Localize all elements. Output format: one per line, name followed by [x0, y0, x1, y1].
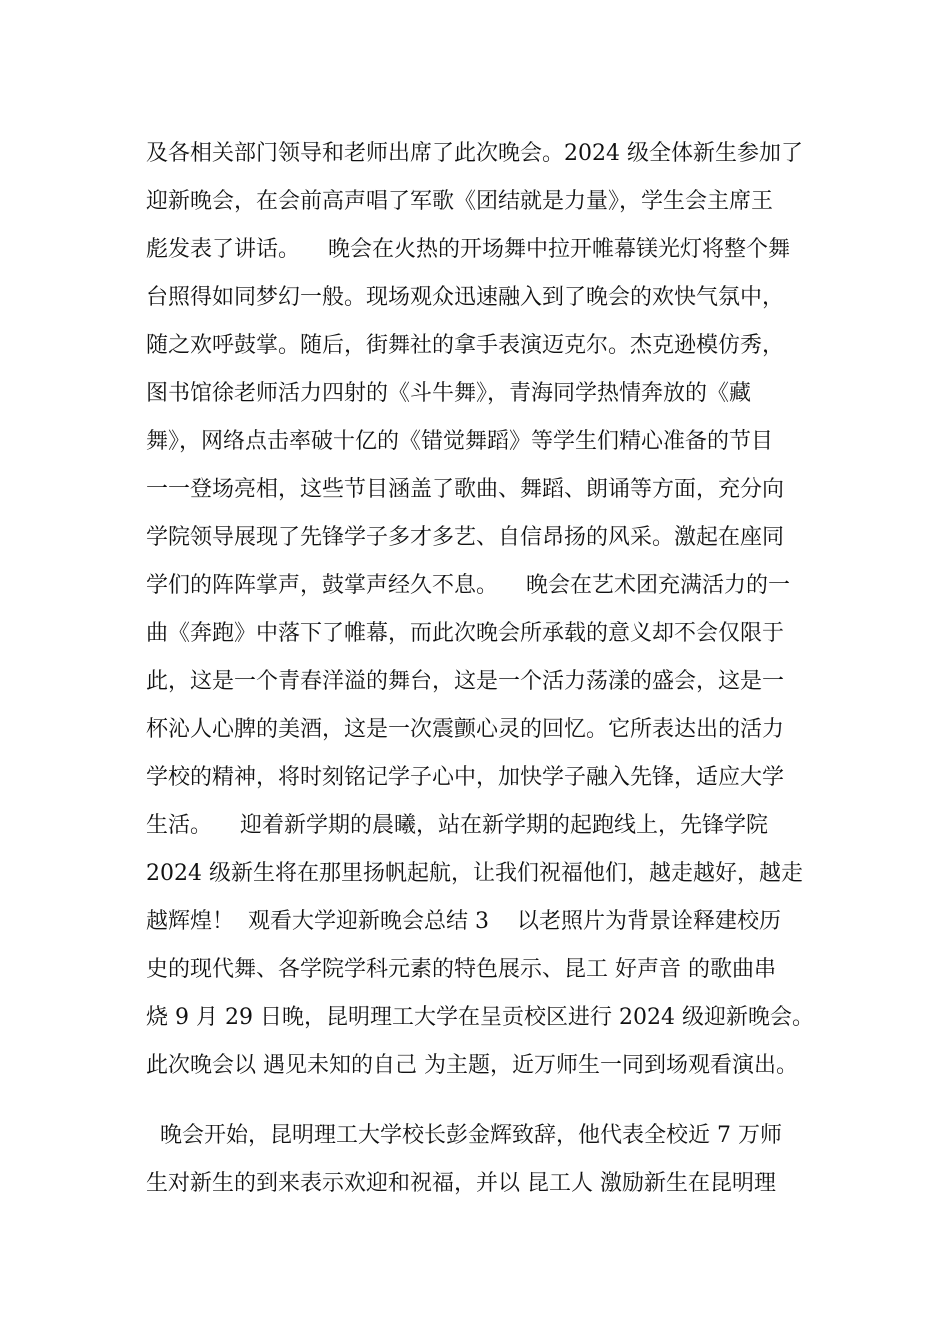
- text-line: 生活。 迎着新学期的晨曦，站在新学期的起跑线上，先锋学院: [146, 813, 768, 838]
- text-line: 越辉煌！ 观看大学迎新晚会总结 3 以老照片为背景诠释建校历: [146, 909, 781, 934]
- text-line: 此次晚会以 遇见未知的自己 为主题，近万师生一同到场观看演出。: [146, 1053, 798, 1078]
- text-line: 晚会开始，昆明理工大学校长彭金辉致辞，他代表全校近 7 万师: [146, 1123, 782, 1148]
- text-line: 迎新晚会，在会前高声唱了军歌《团结就是力量》，学生会主席王: [146, 189, 774, 214]
- paragraph-gap: [146, 1090, 826, 1112]
- text-line: 曲《奔跑》中落下了帷幕，而此次晚会所承载的意义却不会仅限于: [146, 621, 785, 646]
- text-line: 此，这是一个青春洋溢的舞台，这是一个活力荡漾的盛会，这是一: [146, 669, 785, 694]
- text-line: 及各相关部门领导和老师出席了此次晚会。2024 级全体新生参加了: [146, 141, 803, 166]
- text-line: 舞》，网络点击率破十亿的《错觉舞蹈》等学生们精心准备的节目: [146, 429, 774, 454]
- text-line: 学院领导展现了先锋学子多才多艺、自信昂扬的风采。激起在座同: [146, 525, 785, 550]
- text-line: 烧 9 月 29 日晚，昆明理工大学在呈贡校区进行 2024 级迎新晚会。: [146, 1005, 814, 1030]
- text-line: 生对新生的到来表示欢迎和祝福，并以 昆工人 激励新生在昆明理: [146, 1171, 776, 1196]
- document-body: [146, 130, 826, 1208]
- text-line: 一一登场亮相，这些节目涵盖了歌曲、舞蹈、朗诵等方面，充分向: [146, 477, 785, 502]
- text-line: 史的现代舞、各学院学科元素的特色展示、昆工 好声音 的歌曲串: [146, 957, 776, 982]
- text-line: 2024 级新生将在那里扬帆起航，让我们祝福他们，越走越好，越走: [146, 861, 803, 886]
- text-line: 学校的精神，将时刻铭记学子心中，加快学子融入先锋，适应大学: [146, 765, 785, 790]
- text-line: 杯沁人心脾的美酒，这是一次震颤心灵的回忆。它所表达出的活力: [146, 717, 785, 742]
- text-line: 台照得如同梦幻一般。现场观众迅速融入到了晚会的欢快气氛中，: [146, 285, 785, 310]
- text-line: 随之欢呼鼓掌。随后，街舞社的拿手表演迈克尔。杰克逊模仿秀，: [146, 333, 785, 358]
- text-line: 图书馆徐老师活力四射的《斗牛舞》，青海同学热情奔放的《藏: [146, 381, 752, 406]
- text-line: 学们的阵阵掌声，鼓掌声经久不息。 晚会在艺术团充满活力的一: [146, 573, 790, 598]
- text-line: 彪发表了讲话。 晚会在火热的开场舞中拉开帷幕镁光灯将整个舞: [146, 237, 790, 262]
